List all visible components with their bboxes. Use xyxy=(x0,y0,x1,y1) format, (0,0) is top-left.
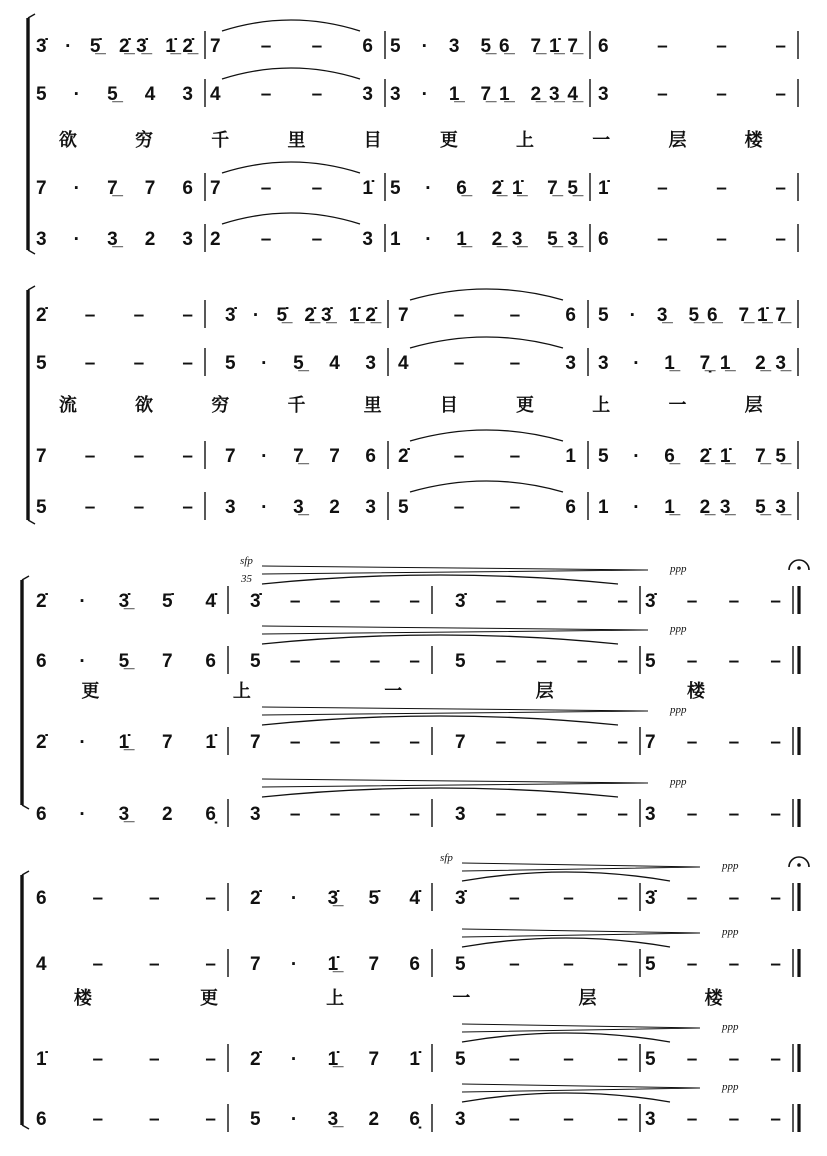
measure-notes: 3 · 1̲ 7̲̣1̲ 2̲3̲ xyxy=(598,353,786,374)
measure-notes: 1 · 1̲ 2̲3̲ 5̲3̲ xyxy=(598,497,786,518)
system-bracket-hook xyxy=(22,1125,29,1129)
lyric-char: 目 xyxy=(363,130,382,151)
measure-notes: 3 · 3̲ 2 3 xyxy=(36,229,193,250)
measure-notes: 7 – – 6 xyxy=(398,305,576,326)
measure-notes: 7 – – 6 xyxy=(210,36,373,57)
measure-notes: 3 – – – xyxy=(455,1109,628,1130)
measure-notes: 7 – – – xyxy=(36,446,193,467)
lyric-char: 更 xyxy=(81,681,100,702)
measure-notes: 1 · 1̲ 2̲3̲ 5̲3̲ xyxy=(390,229,578,250)
lyric-char: 上 xyxy=(516,130,535,151)
tie-arc xyxy=(262,716,618,725)
measure-notes: 7 – – 1̇ xyxy=(210,178,373,199)
measure-notes: 5 – – – xyxy=(645,651,781,672)
measure-notes: 4 – – 3 xyxy=(398,353,576,374)
measure-notes: 5 · 3̲ 5̲6̲ 7̲1̲̇7̲ xyxy=(598,305,786,326)
measure-notes: 5 – – – xyxy=(645,954,781,975)
lyric-char: 一 xyxy=(668,395,687,416)
system-bracket-hook xyxy=(22,805,29,809)
score-system-3 xyxy=(22,555,809,827)
lyric-char: 目 xyxy=(439,395,458,416)
measure-notes: 3̇ – – – – xyxy=(250,591,420,612)
lyric-char: 楼 xyxy=(687,681,706,702)
lyric-char: 流 xyxy=(58,395,77,416)
score-system-4 xyxy=(22,852,809,1132)
lyric-char: 上 xyxy=(232,681,251,702)
lyric-char: 千 xyxy=(287,395,306,416)
tie-arc xyxy=(410,481,563,492)
fermata-dot xyxy=(797,863,801,867)
measure-notes: 7 – – – – xyxy=(455,732,628,753)
measure-notes: 7 – – – xyxy=(645,732,781,753)
tempo-mark: 35 xyxy=(241,573,252,585)
system-bracket-hook xyxy=(22,576,29,580)
tie-arc xyxy=(410,289,563,300)
measure-notes: 3̇ – – – xyxy=(455,888,628,909)
measure-notes: 5 – – 6 xyxy=(398,497,576,518)
measure-notes: 1̇ – – – xyxy=(598,178,786,199)
measure-notes: 3̇ – – – – xyxy=(455,591,628,612)
measure-notes: 1̇ – – – xyxy=(36,1049,216,1070)
lyric-char: 里 xyxy=(363,395,382,416)
measure-notes: 2̇ · 1̲̇ 7 1̇ xyxy=(36,732,216,753)
lyric-char: 更 xyxy=(516,395,535,416)
system-bracket-hook xyxy=(28,14,35,18)
dynamic-ppp: ppp xyxy=(670,776,687,788)
tie-arc xyxy=(410,430,563,441)
score-system-2 xyxy=(28,286,798,524)
system-bracket-hook xyxy=(28,250,35,254)
tie-arc xyxy=(222,68,360,79)
lyric-char: 楼 xyxy=(73,988,92,1009)
dynamic-sfp: sfp xyxy=(440,852,453,864)
tie-arc xyxy=(410,337,563,348)
dynamic-ppp: ppp xyxy=(722,860,739,872)
tie-arc xyxy=(262,575,618,584)
measure-notes: 3 · 3̲ 2 3 xyxy=(225,497,376,518)
measure-notes: 2 – – 3 xyxy=(210,229,373,250)
lyric-char: 上 xyxy=(592,395,611,416)
dynamic-ppp: ppp xyxy=(722,1021,739,1033)
measure-notes: 2̇ – – – xyxy=(36,305,193,326)
lyric-char: 欲 xyxy=(58,130,77,151)
measure-notes: 5 · 3̲ 2 6̣ xyxy=(250,1109,420,1130)
measure-notes: 3̇ · 5̲̇ 2̲̇3̲̇ 1̲̇2̲̇ xyxy=(225,305,376,326)
measure-notes: 6 · 5̲ 7 6 xyxy=(36,651,216,672)
measure-notes: 2̇ · 3̲̇ 5̇ 4̇ xyxy=(250,888,420,909)
lyric-char: 层 xyxy=(535,681,554,702)
tie-arc xyxy=(462,1033,670,1042)
dynamic-ppp: ppp xyxy=(670,563,687,575)
decrescendo-hairpin xyxy=(462,1084,700,1092)
lyric-char: 层 xyxy=(578,988,597,1009)
measure-notes: 5 · 5̲ 4 3 xyxy=(225,353,376,374)
fermata-dot xyxy=(797,566,801,570)
system-bracket-hook xyxy=(28,520,35,524)
measure-notes: 5 · 6̲ 2̲̇1̲̇ 7̲5̲ xyxy=(598,446,786,467)
decrescendo-hairpin xyxy=(462,1024,700,1032)
tie-arc xyxy=(262,635,618,644)
decrescendo-hairpin xyxy=(262,626,648,634)
system-bracket-hook xyxy=(28,286,35,290)
measure-notes: 5 – – – xyxy=(645,1049,781,1070)
decrescendo-hairpin xyxy=(462,929,700,937)
measure-notes: 2̇ – – 1 xyxy=(398,446,576,467)
lyric-char: 里 xyxy=(287,130,306,151)
tie-arc xyxy=(262,788,618,797)
lyric-char: 更 xyxy=(200,988,219,1009)
lyric-char: 一 xyxy=(452,988,471,1009)
measure-notes: 3 – – – xyxy=(598,84,786,105)
dynamic-ppp: ppp xyxy=(722,1081,739,1093)
decrescendo-hairpin xyxy=(262,707,648,715)
dynamic-ppp: ppp xyxy=(670,704,687,716)
lyric-char: 穷 xyxy=(135,130,154,151)
measure-notes: 3̇ · 5̲̇ 2̲̇3̲̇ 1̲̇2̲̇ xyxy=(36,36,193,57)
measure-notes: 5 – – – xyxy=(455,1049,628,1070)
measure-notes: 2̇ · 3̲̇ 5̇ 4̇ xyxy=(36,591,216,612)
dynamic-ppp: ppp xyxy=(722,926,739,938)
measure-notes: 3 – – – – xyxy=(250,804,420,825)
measure-notes: 5 – – – xyxy=(36,497,193,518)
measure-notes: 3̇ – – – xyxy=(645,591,781,612)
lyric-char: 层 xyxy=(668,130,687,151)
lyric-char: 千 xyxy=(211,130,230,151)
dynamic-sfp: sfp xyxy=(240,555,253,567)
measure-notes: 3 – – – xyxy=(645,1109,781,1130)
tie-arc xyxy=(222,20,360,31)
decrescendo-hairpin xyxy=(262,566,648,574)
tie-arc xyxy=(222,162,360,173)
measure-notes: 6 – – – xyxy=(598,36,786,57)
tie-arc xyxy=(462,1093,670,1102)
system-bracket-hook xyxy=(22,871,29,875)
measure-notes: 7 – – – – xyxy=(250,732,420,753)
measure-notes: 5 – – – – xyxy=(455,651,628,672)
measure-notes: 5 · 6̲ 2̲̇1̲̇ 7̲5̲ xyxy=(390,178,578,199)
lyric-char: 层 xyxy=(744,395,763,416)
tie-arc xyxy=(462,938,670,947)
lyric-char: 楼 xyxy=(744,130,763,151)
decrescendo-hairpin xyxy=(462,863,700,871)
measure-notes: 3 · 1̲ 7̲1̲ 2̲3̲4̲ xyxy=(390,84,578,105)
measure-notes: 7 · 1̲̇ 7 6 xyxy=(250,954,420,975)
measure-notes: 5 – – – xyxy=(455,954,628,975)
measure-notes: 5 · 3 5̲6̲ 7̲1̲̇7̲ xyxy=(390,36,578,57)
measure-notes: 6 · 3̲ 2 6̣ xyxy=(36,804,216,825)
measure-notes: 6 – – – xyxy=(36,1109,216,1130)
lyric-char: 欲 xyxy=(135,395,154,416)
lyric-char: 一 xyxy=(384,681,403,702)
tie-arc xyxy=(222,213,360,224)
dynamic-ppp: ppp xyxy=(670,623,687,635)
measure-notes: 6 – – – xyxy=(36,888,216,909)
measure-notes: 6 – – – xyxy=(598,229,786,250)
lyric-char: 一 xyxy=(592,130,611,151)
measure-notes: 3 – – – xyxy=(645,804,781,825)
measure-notes: 5 – – – – xyxy=(250,651,420,672)
lyric-char: 穷 xyxy=(211,395,230,416)
measure-notes: 3 – – – – xyxy=(455,804,628,825)
measure-notes: 2̇ · 1̲̇ 7 1̇ xyxy=(250,1049,420,1070)
tie-arc xyxy=(462,872,670,881)
lyric-char: 楼 xyxy=(704,988,723,1009)
decrescendo-hairpin xyxy=(262,779,648,787)
measure-notes: 4 – – – xyxy=(36,954,216,975)
lyric-char: 更 xyxy=(439,130,458,151)
measure-notes: 5 – – – xyxy=(36,353,193,374)
measure-notes: 3̇ – – – xyxy=(645,888,781,909)
measure-notes: 7 · 7̲ 7 6 xyxy=(36,178,193,199)
measure-notes: 5 · 5̲ 4 3 xyxy=(36,84,193,105)
lyric-char: 上 xyxy=(326,988,345,1009)
measure-notes: 7 · 7̲ 7 6 xyxy=(225,446,376,467)
score-system-1 xyxy=(28,14,798,254)
measure-notes: 4 – – 3 xyxy=(210,84,373,105)
